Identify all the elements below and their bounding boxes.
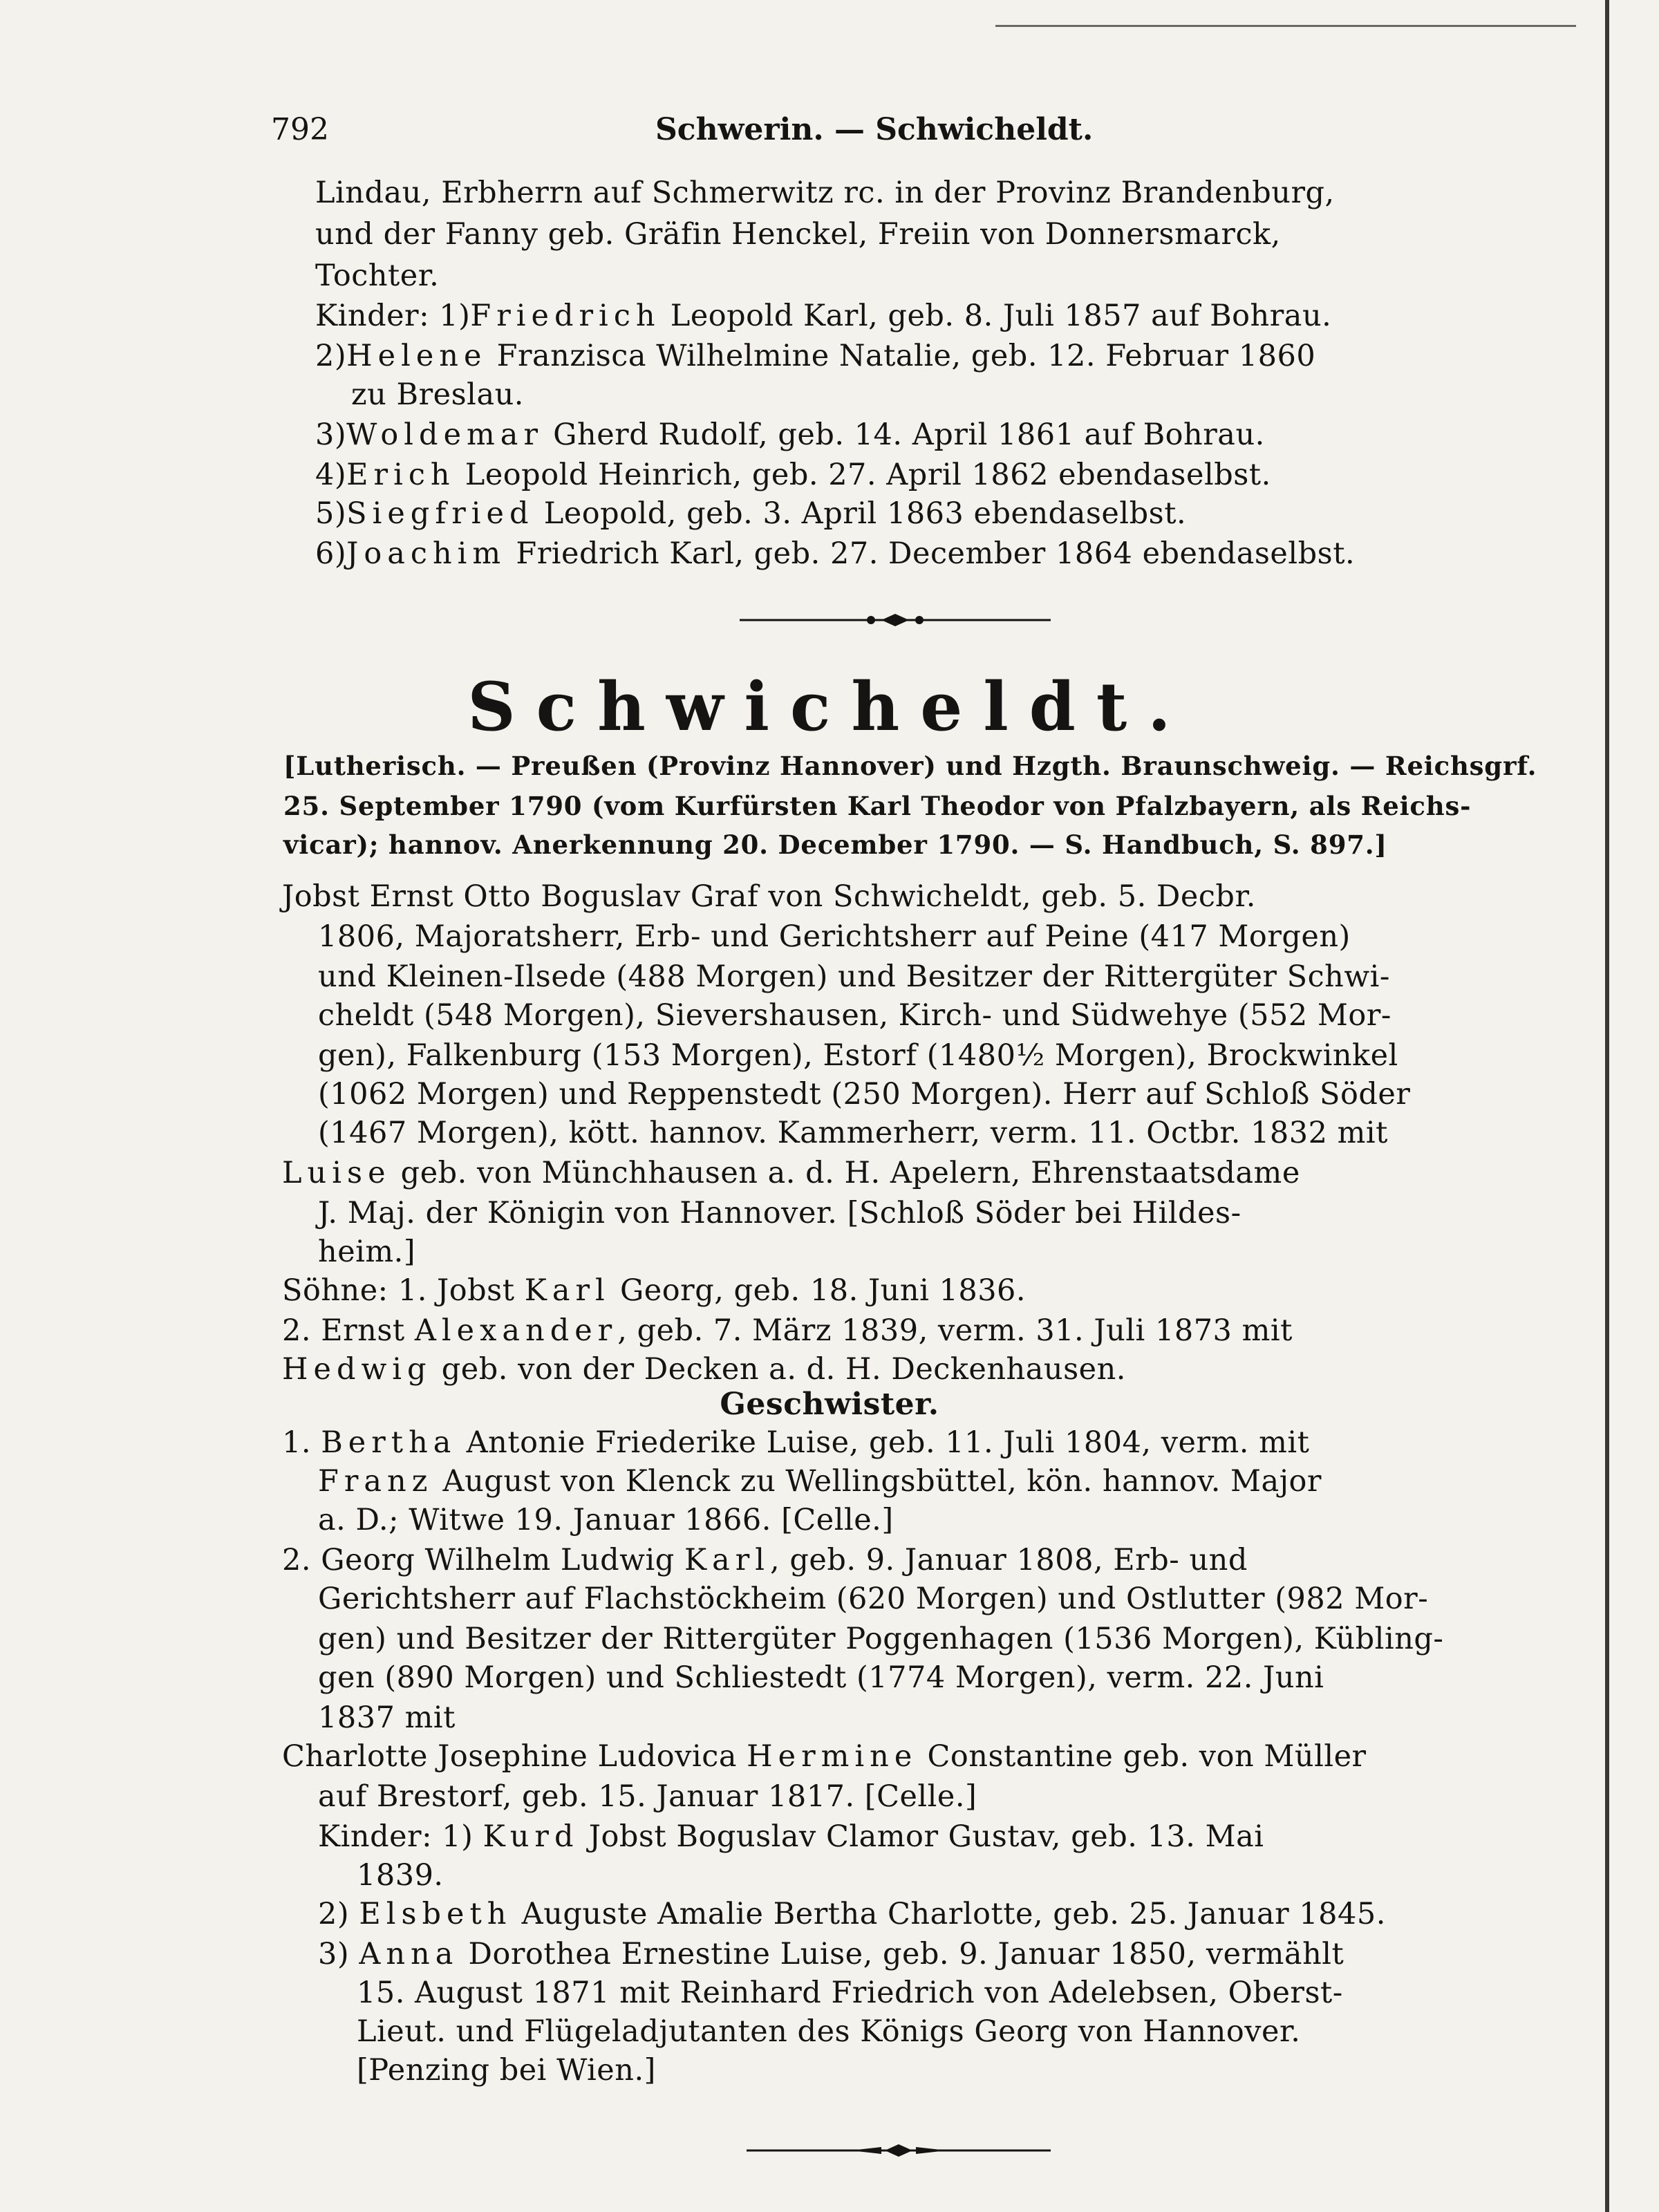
sibling-line bbox=[318, 1819, 1264, 1854]
entry-text: cheldt (548 Morgen), Sievershausen, Kirch- und Südwehye (552 Mor- bbox=[318, 998, 1391, 1033]
entry-text: 2. Ernst bbox=[282, 1313, 415, 1348]
entry-text: Jobst Boguslav Clamor Gustav, geb. 13. Mai bbox=[579, 1819, 1264, 1854]
child-details: Leopold Heinrich, geb. 27. April 1862 ebendaselbst. bbox=[455, 458, 1271, 492]
entry-text: Söhne: 1. Jobst bbox=[282, 1273, 525, 1308]
child-details: Leopold Karl, geb. 8. Juli 1857 auf Bohrau. bbox=[660, 299, 1332, 333]
top-edge-line bbox=[995, 25, 1576, 27]
info-line: [Lutherisch. — Preußen (Provinz Hannover) und Hzgth. Braunschweig. — Reichsgrf. bbox=[283, 751, 1537, 781]
entry-text: Antonie Friederike Luise, geb. 11. Juli 1804, verm. mit bbox=[456, 1425, 1310, 1460]
entry-line bbox=[282, 1156, 1300, 1190]
child-line bbox=[315, 460, 1271, 490]
child-prefix: 6) bbox=[315, 536, 347, 571]
entry-text: heim.] bbox=[318, 1235, 416, 1269]
entry-text: gen), Falkenburg (153 Morgen), Estorf (1480½ Morgen), Brockwinkel bbox=[318, 1038, 1398, 1073]
child-name: Helene bbox=[346, 339, 487, 373]
child-prefix: 3) bbox=[315, 418, 347, 452]
text-line: und der Fanny geb. Gräfin Henckel, Freiin von Donnersmarck, bbox=[315, 217, 1281, 252]
child-details: Gherd Rudolf, geb. 14. April 1861 auf Bohrau. bbox=[543, 418, 1265, 452]
entry-text: Constantine geb. von Müller bbox=[917, 1739, 1367, 1774]
entry-text: 2. Georg Wilhelm Ludwig bbox=[282, 1543, 684, 1577]
entry-line bbox=[282, 1313, 1293, 1348]
child-details: zu Breslau. bbox=[351, 377, 524, 412]
text-line: Lindau, Erbherrn auf Schmerwitz rc. in der Provinz Brandenburg, bbox=[315, 176, 1335, 210]
entry-text: geb. von der Decken a. d. H. Deckenhausen. bbox=[431, 1352, 1126, 1387]
entry-line bbox=[318, 998, 1391, 1033]
page-edge-shadow bbox=[1605, 0, 1609, 2212]
sibling-line bbox=[282, 1543, 1248, 1577]
entry-text: Auguste Amalie Bertha Charlotte, geb. 25. Januar 1845. bbox=[512, 1897, 1386, 1931]
entry-text: Georg, geb. 18. Juni 1836. bbox=[610, 1273, 1027, 1308]
entry-text: 1806, Majoratsherr, Erb- und Gerichtsherr auf Peine (417 Morgen) bbox=[318, 919, 1351, 954]
entry-text: (1467 Morgen), kött. hannov. Kammerherr, verm. 11. Octbr. 1832 mit bbox=[318, 1116, 1388, 1150]
entry-text: gen) und Besitzer der Rittergüter Poggenhagen (1536 Morgen), Kübling- bbox=[318, 1622, 1444, 1656]
child-details: Friedrich Karl, geb. 27. December 1864 ebendaselbst. bbox=[506, 536, 1356, 571]
sibling-line bbox=[357, 1978, 1343, 2008]
entry-text: Charlotte Josephine Ludovica bbox=[282, 1739, 747, 1774]
entry-text: , geb. 9. Januar 1808, Erb- und bbox=[770, 1543, 1248, 1577]
child-prefix: 5) bbox=[315, 496, 347, 531]
entry-text: 1837 mit bbox=[318, 1700, 456, 1735]
entry-line bbox=[318, 1077, 1411, 1112]
entry-line bbox=[318, 1118, 1388, 1148]
entry-text: a. D.; Witwe 19. Januar 1866. [Celle.] bbox=[318, 1503, 894, 1537]
sibling-line bbox=[357, 1858, 444, 1893]
child-details: Franzisca Wilhelmine Natalie, geb. 12. Februar 1860 bbox=[487, 339, 1316, 373]
ornament-divider-bottom bbox=[747, 2140, 1051, 2161]
entry-text: Jobst Ernst Otto Boguslav Graf von Schwicheldt, geb. 5. Decbr. bbox=[282, 879, 1256, 914]
sibling-line bbox=[318, 1503, 894, 1537]
entry-name: Karl bbox=[524, 1273, 610, 1308]
child-prefix: 2) bbox=[315, 339, 347, 373]
info-line: 25. September 1790 (vom Kurfürsten Karl Theodor von Pfalzbayern, als Reichs- bbox=[283, 791, 1472, 821]
entry-text: Kinder: 1) bbox=[318, 1819, 483, 1854]
child-line bbox=[315, 496, 1187, 531]
entry-text: Dorothea Ernestine Luise, geb. 9. Januar 1850, vermählt bbox=[458, 1937, 1344, 1971]
sibling-line bbox=[282, 1739, 1367, 1774]
section-title: Schwicheldt. bbox=[467, 668, 1192, 746]
info-line: vicar); hannov. Anerkennung 20. December 1790. — S. Handbuch, S. 897.] bbox=[283, 830, 1387, 860]
sibling-line bbox=[357, 2014, 1301, 2049]
child-name: Woldemar bbox=[346, 418, 543, 452]
entry-line bbox=[282, 879, 1256, 914]
entry-text: J. Maj. der Königin von Hannover. [Schloß Söder bei Hildes- bbox=[318, 1196, 1241, 1230]
sibling-line bbox=[318, 1584, 1428, 1614]
entry-name: Kurd bbox=[482, 1819, 579, 1854]
running-head: Schwerin. — Schwicheldt. bbox=[655, 112, 1094, 147]
entry-text: 15. August 1871 mit Reinhard Friedrich von Adelebsen, Oberst- bbox=[357, 1976, 1343, 2010]
child-name: Erich bbox=[346, 458, 456, 492]
entry-text: Lieut. und Flügeladjutanten des Königs Georg von Hannover. bbox=[357, 2014, 1301, 2049]
entry-name: Hedwig bbox=[282, 1352, 432, 1387]
sibling-line bbox=[318, 1897, 1386, 1931]
entry-name: Franz bbox=[318, 1464, 433, 1499]
entry-text: , geb. 7. März 1839, verm. 31. Juli 1873 mit bbox=[617, 1313, 1293, 1348]
child-prefix: 4) bbox=[315, 458, 347, 492]
child-prefix: Kinder: 1) bbox=[315, 299, 471, 333]
child-name: Siegfried bbox=[346, 496, 534, 531]
geschwister-heading: Geschwister. bbox=[720, 1387, 939, 1422]
sibling-line bbox=[318, 1624, 1443, 1654]
entry-line bbox=[318, 1237, 415, 1267]
entry-line bbox=[318, 959, 1390, 994]
entry-text: [Penzing bei Wien.] bbox=[357, 2053, 656, 2088]
entry-name: Elsbeth bbox=[359, 1897, 512, 1931]
child-line bbox=[315, 420, 1265, 450]
child-line bbox=[351, 377, 524, 412]
entry-text: (1062 Morgen) und Reppenstedt (250 Morgen). Herr auf Schloß Söder bbox=[318, 1077, 1411, 1112]
entry-line bbox=[318, 919, 1351, 954]
entry-name: Hermine bbox=[747, 1739, 918, 1774]
entry-name: Karl bbox=[684, 1543, 771, 1577]
entry-line bbox=[282, 1352, 1126, 1387]
entry-name: Bertha bbox=[321, 1425, 457, 1460]
entry-text: auf Brestorf, geb. 15. Januar 1817. [Celle.] bbox=[318, 1779, 977, 1814]
ornament-divider bbox=[740, 610, 1051, 630]
entry-text: gen (890 Morgen) und Schliestedt (1774 Morgen), verm. 22. Juni bbox=[318, 1660, 1324, 1695]
child-line bbox=[315, 341, 1315, 371]
sibling-line bbox=[318, 1660, 1324, 1695]
sibling-line bbox=[318, 1779, 977, 1814]
entry-line bbox=[318, 1196, 1241, 1230]
child-line bbox=[315, 536, 1356, 571]
child-name: Friedrich bbox=[470, 299, 661, 333]
child-details: Leopold, geb. 3. April 1863 ebendaselbst. bbox=[534, 496, 1187, 531]
sibling-line bbox=[318, 1937, 1344, 1971]
sibling-line bbox=[318, 1464, 1322, 1499]
entry-text: 1839. bbox=[357, 1858, 444, 1893]
child-line bbox=[315, 301, 1331, 331]
child-name: Joachim bbox=[346, 536, 507, 571]
sibling-line bbox=[282, 1425, 1310, 1460]
entry-text: August von Klenck zu Wellingsbüttel, kön. hannov. Major bbox=[433, 1464, 1322, 1499]
entry-line bbox=[282, 1273, 1027, 1308]
text-line: Tochter. bbox=[315, 259, 440, 293]
page-number: 792 bbox=[271, 112, 329, 147]
entry-name: Anna bbox=[359, 1937, 459, 1971]
sibling-line bbox=[318, 1700, 456, 1735]
entry-text: 1. bbox=[282, 1425, 321, 1460]
entry-name: Luise bbox=[282, 1156, 391, 1190]
entry-text: und Kleinen-Ilsede (488 Morgen) und Besitzer der Rittergüter Schwi- bbox=[318, 959, 1390, 994]
entry-text: 2) bbox=[318, 1897, 359, 1931]
sibling-line bbox=[357, 2053, 656, 2088]
entry-line bbox=[318, 1038, 1398, 1073]
entry-text: 3) bbox=[318, 1937, 359, 1971]
entry-name: Alexander bbox=[414, 1313, 618, 1348]
entry-text: Gerichtsherr auf Flachstöckheim (620 Morgen) und Ostlutter (982 Mor- bbox=[318, 1582, 1429, 1616]
entry-text: geb. von Münchhausen a. d. H. Apelern, Ehrenstaatsdame bbox=[391, 1156, 1300, 1190]
